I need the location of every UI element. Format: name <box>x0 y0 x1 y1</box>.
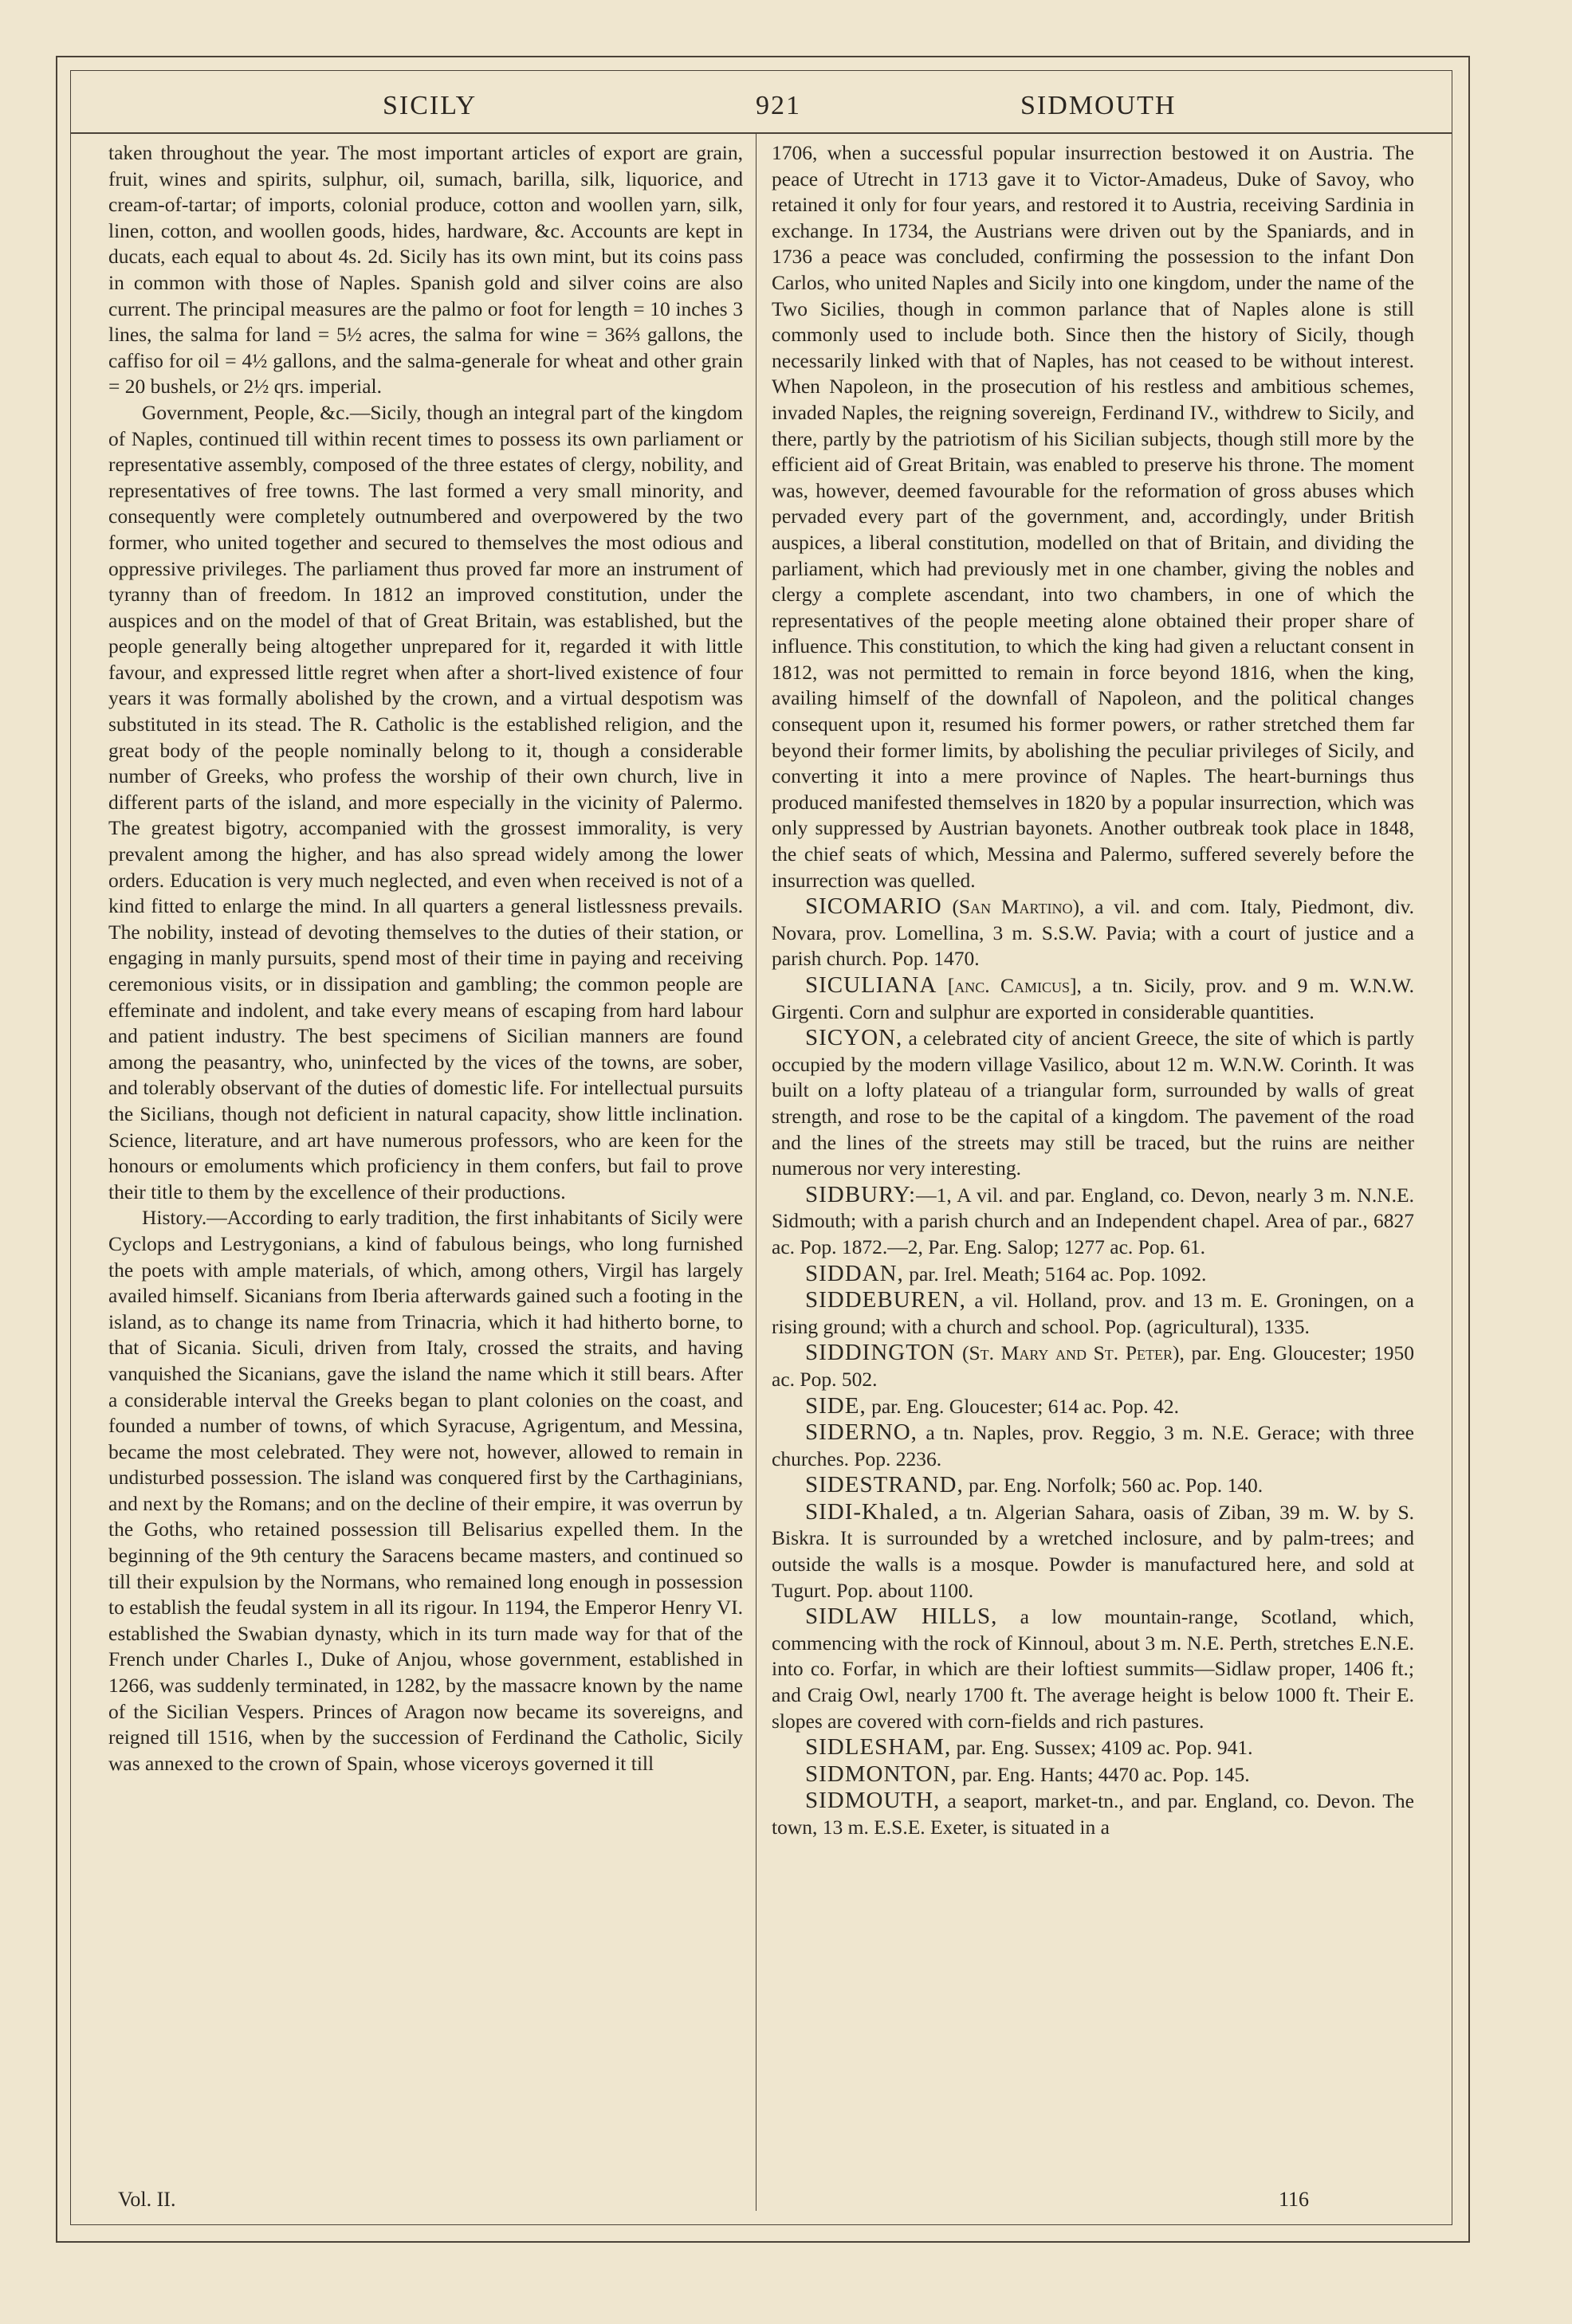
entry-text: —1, A vil. and par. England, co. Devon, nearly 3 m. N.N.E. Sidmouth; with a parish church and an Independent chapel. Area of par., 6827 ac. Pop. 1872.—2, Par. Eng. Salop; 1277 ac. Pop. 61. <box>772 1183 1414 1258</box>
entry-alt-name: (St. Mary and St. Peter), <box>961 1341 1185 1365</box>
right-column <box>772 140 1414 2189</box>
entry-headword: SIDDINGTON <box>805 1340 956 1366</box>
footer-signature: 116 <box>1279 2188 1310 2211</box>
gazetteer-entry <box>772 1472 1414 1499</box>
entry-alt-name: [anc. Camicus], <box>947 974 1082 997</box>
entry-text: par. Eng. Gloucester; 1950 ac. Pop. 502. <box>772 1341 1414 1391</box>
paragraph-history: History.—According to early tradition, the first inhabitants of Sicily were Cyclops and Lestrygonians, a kind of fabulous beings, who long furnished the poets with ample materials, of which, among others, Virgil has largely availed himself. Sicanians from Iberia afterwards gained such a footing in the island, as to change its name from Trinacria, which it had hitherto borne, to that of Sicania. Siculi, driven from Italy, crossed the straits, and having vanquished the Sicanians, gave the island the name which it still bears. After a considerable interval the Greeks began to plant colonies on the coast, and founded a number of towns, of which Syracuse, Agrigentum, and Messina, became the most celebrated. They were not, however, allowed to remain in undisturbed possession. The island was conquered first by the Carthaginians, and next by the Romans; and on the decline of their empire, it was overrun by the Goths, who retained possession till Belisarius expelled them. In the beginning of the 9th century the Saracens became masters, and continued so till their expulsion by the Normans, who remained long enough in possession to establish the feudal system in all its rigour. In 1194, the Emperor Henry VI. established the Swabian dynasty, which in its turn made way for that of the French under Charles I., Duke of Anjou, whose government, established in 1266, was suddenly terminated, in 1282, by the massacre known by the name of the Sicilian Vespers. Princes of Aragon now became its sovereigns, and reigned till 1516, when by the succession of Ferdinand the Catholic, Sicily was annexed to the crown of Spain, whose viceroys governed it till <box>108 1206 743 1775</box>
gazetteer-entry <box>772 1761 1414 1788</box>
paragraph-government: Government, People, &c.—Sicily, though an integral part of the kingdom of Naples, continued till within recent times to possess its own parliament or representative assembly, composed of the three estates of clergy, nobility, and representatives of free towns. The last formed a very small minority, and consequently were completely outnumbered and overpowered by the two former, who united together and secured to themselves the most odious and oppressive privileges. The parliament thus proved far more an instrument of tyranny than of freedom. In 1812 an improved constitution, under the auspices and on the model of that of Great Britain, was established, but the people generally being altogether unprepared for it, regarded it with little favour, and expressed little regret when after a short-lived existence of four years it was formally abolished by the crown, and a virtual despotism was substituted in its stead. The R. Catholic is the established religion, and the great body of the people nominally belong to it, though a considerable number of Greeks, who profess the worship of their own church, live in different parts of the island, and more especially in the vicinity of Palermo. The greatest bigotry, accompanied with the grossest immorality, is very prevalent among the higher, and has also spread widely among the lower orders. Education is very much neglected, and even when received is not of a kind fitted to enlarge the mind. In all quarters a general listlessness prevails. The nobility, instead of devoting themselves to the duties of their station, or engaging in manly pursuits, spend most of their time in paying and receiving ceremonious visits, or in dissipation and gambling; the common people are effeminate and indolent, and take every means of escaping from hard labour and patient industry. The best specimens of Sicilian manners are found among the peasantry, who, uninfected by the vices of the towns, are sober, and tolerably observant of the duties of domestic life. For intellectual pursuits the Sicilians, though not deficient in natural capacity, show little inclination. Science, literature, and art have numerous professors, who are keen for the honours or emoluments which proficiency in them confers, but fail to prove their title to them by the excellence of their productions. <box>108 400 743 1203</box>
entry-text: par. Eng. Norfolk; 560 ac. Pop. 140. <box>963 1474 1263 1498</box>
gazetteer-entry <box>772 1287 1414 1340</box>
entry-headword: SIDE, <box>805 1392 867 1419</box>
gazetteer-entry <box>772 1182 1414 1261</box>
paragraph-history-continued: 1706, when a successful popular insurrection bestowed it on Austria. The peace of Utrecht in 1713 gave it to Victor-Amadeus, Duke of Savoy, who retained it only for four years, and restored it to Austria, receiving Sardinia in exchange. In 1734, the Austrians were driven out by the Spaniards, and in 1736 a peace was concluded, confirming the possession to the infant Don Carlos, who united Naples and Sicily into one kingdom, under the name of the Two Sicilies, though in common parlance that of Naples alone is still commonly used to include both. Since then the history of Sicily, though necessarily linked with that of Naples, has not ceased to be without interest. When Napoleon, in the prosecution of his restless and ambitious schemes, invaded Naples, the reigning sovereign, Ferdinand IV., withdrew to Sicily, and there, partly by the patriotism of his Sicilian subjects, though still more by the efficient aid of Great Britain, was enabled to preserve his throne. The moment was, however, deemed favourable for the reformation of gross abuses which pervaded every part of the government, and, accordingly, under British auspices, a liberal constitution, modelled on that of Britain, and dividing the parliament, which had previously met in one chamber, giving the nobles and clergy a complete ascendant, into two chambers, in one of which the representatives of the people meeting alone obtained their proper share of influence. This constitution, to which the king had given a reluctant consent in 1812, was not permitted to remain in force beyond 1816, when the king, availing himself of the downfall of Napoleon, and the political changes consequent upon it, resumed his former powers, or rather stretched them far beyond their former limits, by abolishing the peculiar privileges of Sicily, and converting it into a mere province of Naples. The heart-burnings thus produced manifested themselves in 1820 by a popular insurrection, which was only suppressed by Austrian bayonets. Another outbreak took place in 1848, the chief seats of which, Messina and Palermo, suffered severely before the insurrection was quelled. <box>772 141 1414 892</box>
entry-headword: SIDDEBUREN, <box>805 1287 966 1313</box>
entry-text: par. Eng. Gloucester; 614 ac. Pop. 42. <box>866 1394 1180 1418</box>
gazetteer-entry <box>772 1393 1414 1420</box>
entry-text: a seaport, market-tn., and par. England, co. Devon. The town, 13 m. E.S.E. Exeter, is situated in a <box>772 1789 1414 1839</box>
entry-text: a tn. Algerian Sahara, oasis of Ziban, 39 m. W. by S. Biskra. It is surrounded by a wretched inclosure, and by palm-trees; and outside the walls is a mosque. Powder is manufactured here, and sold at Tugurt. Pop. about 1100. <box>772 1500 1414 1602</box>
entry-text: a low mountain-range, Scotland, which, commencing with the rock of Kinnoul, about 3 m. N.E. Perth, stretches E.N.E. into co. Forfar, in which are their loftiest summits—Sidlaw proper, 1406 ft.; and Craig Owl, nearly 1700 ft. The average height is below 1000 ft. Their E. slopes are covered with corn-fields and rich pastures. <box>772 1605 1414 1733</box>
running-header <box>80 83 1443 132</box>
footer-volume: Vol. II. <box>118 2188 176 2211</box>
entry-text: par. Irel. Meath; 5164 ac. Pop. 1092. <box>903 1262 1207 1286</box>
entry-text: par. Eng. Hants; 4470 ac. Pop. 145. <box>957 1762 1250 1786</box>
entry-headword: SICYON, <box>805 1025 903 1051</box>
entry-headword: SIDLAW HILLS, <box>805 1604 998 1630</box>
gazetteer-entry <box>772 1734 1414 1761</box>
entry-alt-name: (San Martino), <box>952 895 1085 919</box>
entry-headword: SIDESTRAND, <box>805 1472 964 1498</box>
entry-headword: SICULIANA <box>805 972 937 998</box>
entry-headword: SIDERNO, <box>805 1419 918 1446</box>
gazetteer-entry <box>772 1340 1414 1392</box>
gazetteer-entry <box>772 1419 1414 1472</box>
header-right-title: SIDMOUTH <box>1020 91 1177 120</box>
gazetteer-entry <box>772 972 1414 1025</box>
page-number: 921 <box>756 91 801 120</box>
column-divider <box>756 134 757 2211</box>
entry-text: a vil. Holland, prov. and 13 m. E. Groningen, on a rising ground; with a church and school. Pop. (agricultural), 1335. <box>772 1289 1414 1338</box>
entry-headword: SIDI-Khaled, <box>805 1498 941 1525</box>
entry-headword: SIDDAN, <box>805 1260 904 1286</box>
entry-text: a tn. Sicily, prov. and 9 m. W.N.W. Girgenti. Corn and sulphur are exported in considerable quantities. <box>772 974 1414 1023</box>
left-column <box>108 140 743 2189</box>
entry-text: a celebrated city of ancient Greece, the site of which is partly occupied by the modern village Vasilico, about 12 m. W.N.W. Corinth. It was built on a lofty plateau of a triangular form, surrounded by walls of great strength, and rose to be the capital of a kingdom. The pavement of the road and the lines of the streets may still be traced, but the ruins are neither numerous nor very interesting. <box>772 1027 1414 1180</box>
entry-text: a vil. and com. Italy, Piedmont, div. Novara, prov. Lomellina, 3 m. S.S.W. Pavia; with a court of justice and a parish church. Pop. 1470. <box>772 895 1414 971</box>
entry-headword: SIDLESHAM, <box>805 1734 952 1761</box>
paragraph-commerce: taken throughout the year. The most important articles of export are grain, fruit, wines and spirits, sulphur, oil, sumach, barilla, silk, liquorice, and cream-of-tartar; of imports, colonial produce, cotton and woollen yarn, silk, linen, cotton, and woollen goods, hides, hardware, &c. Accounts are kept in ducats, each equal to about 4s. 2d. Sicily has its own mint, but its coins pass in common with those of Naples. Spanish gold and silver coins are also current. The principal measures are the palmo or foot for length = 10 inches 3 lines, the salma for land = 5½ acres, the salma for wine = 36⅔ gallons, the caffiso for oil = 4½ gallons, and the salma-generale for wheat and other grain = 20 bushels, or 2½ qrs. imperial. <box>108 141 743 398</box>
entry-headword: SIDMOUTH, <box>805 1788 941 1814</box>
entry-text: a tn. Naples, prov. Reggio, 3 m. N.E. Gerace; with three churches. Pop. 2236. <box>772 1421 1414 1470</box>
entry-text: par. Eng. Sussex; 4109 ac. Pop. 941. <box>951 1736 1253 1760</box>
gazetteer-entry <box>772 1025 1414 1182</box>
gazetteer-entry <box>772 1499 1414 1604</box>
gazetteer-entry <box>772 1788 1414 1840</box>
gazetteer-entry <box>772 893 1414 972</box>
header-left-title: SICILY <box>383 91 477 120</box>
gazetteer-entry <box>772 1604 1414 1734</box>
entry-headword: SICOMARIO <box>805 893 942 920</box>
gazetteer-entry <box>772 1261 1414 1288</box>
entry-headword: SIDBURY: <box>805 1181 917 1207</box>
header-rule <box>70 132 1452 134</box>
entry-headword: SIDMONTON, <box>805 1761 957 1787</box>
gazetteer-entries <box>772 893 1414 1840</box>
